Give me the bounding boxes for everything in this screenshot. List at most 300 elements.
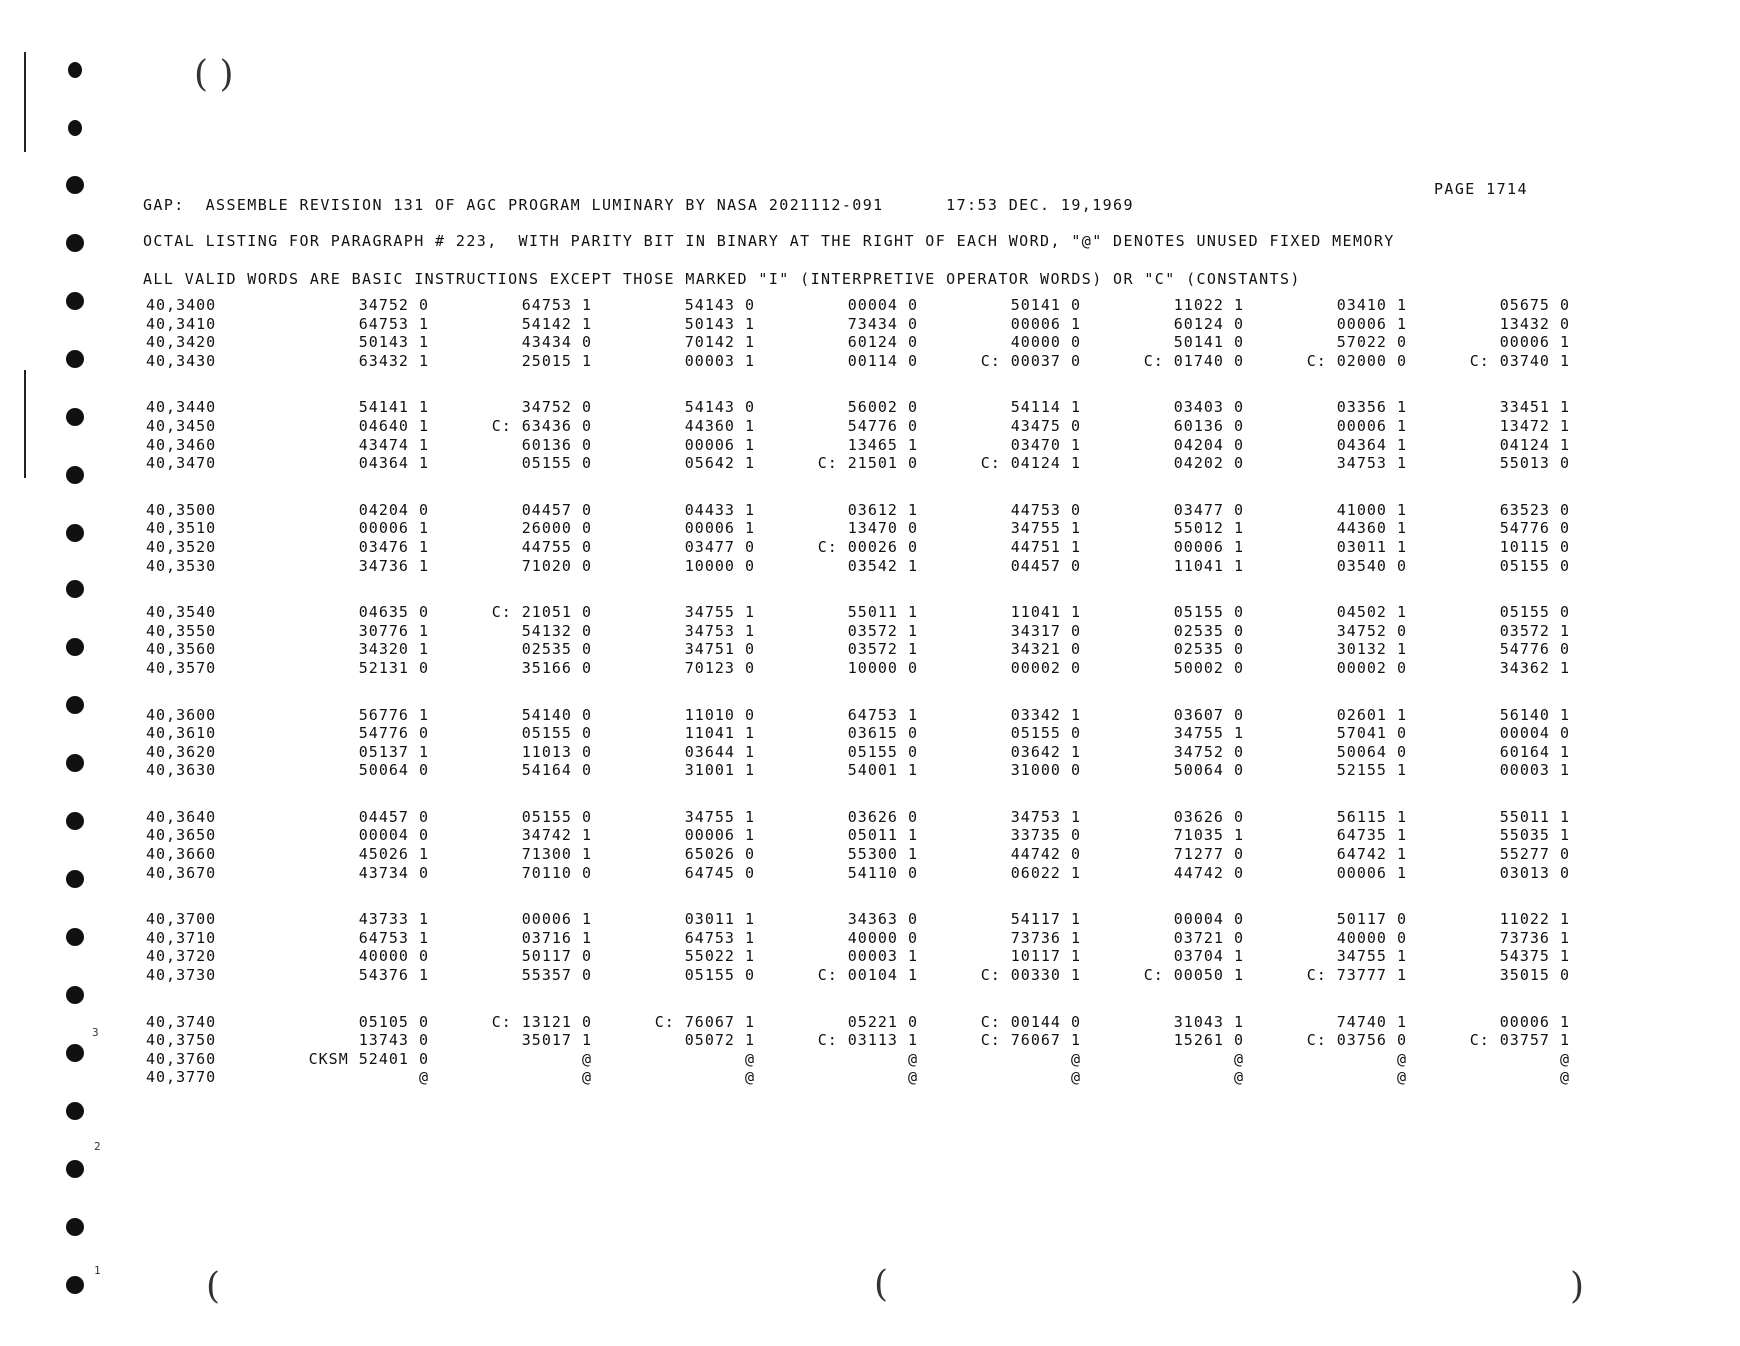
octal-word: 00006 1	[1336, 863, 1407, 882]
listing-title: GAP: ASSEMBLE REVISION 131 OF AGC PROGRAM LUMINARY BY NASA 2021112-091 17:53 DEC. 19,1969	[143, 196, 1134, 214]
octal-word: 35015 0	[1499, 966, 1570, 985]
listing-row	[146, 659, 1570, 678]
octal-word: 00003 1	[1499, 761, 1570, 780]
listing-block	[146, 603, 1570, 677]
octal-word: @	[1070, 1049, 1081, 1068]
octal-word: C: 63436 0	[491, 416, 592, 435]
octal-word: 13432 0	[1499, 314, 1570, 333]
listing-row	[146, 1031, 1570, 1050]
octal-word: 03403 0	[1173, 398, 1244, 417]
octal-word: C: 03113 1	[817, 1031, 918, 1050]
octal-word: 64745 0	[684, 863, 755, 882]
octal-word: 64742 1	[1336, 845, 1407, 864]
octal-word: 60124 0	[847, 333, 918, 352]
octal-word: 33735 0	[1010, 826, 1081, 845]
octal-word: 64753 1	[684, 928, 755, 947]
punch-hole	[66, 1044, 84, 1062]
octal-word: 56140 1	[1499, 705, 1570, 724]
octal-word: 05221 0	[847, 1012, 918, 1031]
memory-address: 40,3740	[146, 1012, 217, 1031]
octal-word: 55012 1	[1173, 519, 1244, 538]
octal-word: 71020 0	[521, 556, 592, 575]
octal-word: 31000 0	[1010, 761, 1081, 780]
octal-word: C: 00026 0	[817, 537, 918, 556]
octal-word: 34755 1	[684, 603, 755, 622]
octal-word: C: 03740 1	[1469, 351, 1570, 370]
listing-row	[146, 501, 1570, 520]
octal-word: 55011 1	[847, 603, 918, 622]
octal-word: 03626 0	[847, 807, 918, 826]
listing-row	[146, 743, 1570, 762]
octal-word: 54143 0	[684, 398, 755, 417]
octal-word: 05642 1	[684, 454, 755, 473]
octal-word: 64735 1	[1336, 826, 1407, 845]
octal-word: 04457 0	[358, 807, 429, 826]
octal-word: 54110 0	[847, 863, 918, 882]
octal-word: 55357 0	[521, 966, 592, 985]
octal-word: @	[907, 1068, 918, 1087]
memory-address: 40,3560	[146, 640, 217, 659]
memory-address: 40,3660	[146, 845, 217, 864]
octal-word: C: 01740 0	[1143, 351, 1244, 370]
memory-address: 40,3430	[146, 351, 217, 370]
octal-word: 00003 1	[847, 947, 918, 966]
octal-word: 60136 0	[521, 435, 592, 454]
octal-word: 03477 0	[1173, 500, 1244, 519]
octal-word: @	[418, 1068, 429, 1087]
octal-word: 15261 0	[1173, 1031, 1244, 1050]
octal-word: 00006 1	[1173, 537, 1244, 556]
octal-word: 34362 1	[1499, 658, 1570, 677]
octal-word: 43475 0	[1010, 416, 1081, 435]
octal-word: 00004 0	[358, 826, 429, 845]
octal-word: 57022 0	[1336, 333, 1407, 352]
octal-word: 34755 1	[1173, 724, 1244, 743]
memory-address: 40,3520	[146, 537, 217, 556]
punch-hole	[66, 524, 84, 542]
octal-word: @	[1559, 1049, 1570, 1068]
punch-hole	[66, 408, 84, 426]
octal-word: 43434 0	[521, 333, 592, 352]
octal-word: 54776 0	[847, 416, 918, 435]
octal-word: 50143 1	[684, 314, 755, 333]
octal-word: 43733 1	[358, 910, 429, 929]
octal-word: 34753 1	[1010, 807, 1081, 826]
octal-word: 64753 1	[358, 928, 429, 947]
octal-word: 34736 1	[358, 556, 429, 575]
octal-word: C: 76067 1	[654, 1012, 755, 1031]
binding-line-top	[24, 52, 26, 152]
octal-word: C: 76067 1	[980, 1031, 1081, 1050]
listing-row	[146, 826, 1570, 845]
octal-word: 31001 1	[684, 761, 755, 780]
octal-word: 73434 0	[847, 314, 918, 333]
listing-row	[146, 910, 1570, 929]
listing-row	[146, 706, 1570, 725]
octal-word: 00006 1	[1010, 314, 1081, 333]
listing-row	[146, 603, 1570, 622]
listing-row	[146, 808, 1570, 827]
octal-word: 34752 0	[521, 398, 592, 417]
memory-address: 40,3620	[146, 742, 217, 761]
octal-word: 03011 1	[1336, 537, 1407, 556]
octal-word: 34751 0	[684, 640, 755, 659]
listing-row	[146, 724, 1570, 743]
binding-line-mid	[24, 370, 26, 478]
memory-address: 40,3700	[146, 910, 217, 929]
octal-word: 50117 0	[1336, 910, 1407, 929]
memory-address: 40,3500	[146, 500, 217, 519]
octal-word: 55022 1	[684, 947, 755, 966]
octal-word: 04364 1	[358, 454, 429, 473]
octal-word: 54375 1	[1499, 947, 1570, 966]
memory-address: 40,3720	[146, 947, 217, 966]
octal-word: 03477 0	[684, 537, 755, 556]
octal-word: 55300 1	[847, 845, 918, 864]
octal-word: 70142 1	[684, 333, 755, 352]
octal-word: 64753 1	[847, 705, 918, 724]
octal-word: 00004 0	[1173, 910, 1244, 929]
octal-word: 34752 0	[1336, 621, 1407, 640]
octal-word: 04457 0	[521, 500, 592, 519]
octal-word: 50064 0	[1173, 761, 1244, 780]
octal-word: 43734 0	[358, 863, 429, 882]
octal-word: 13743 0	[358, 1031, 429, 1050]
octal-word: 04204 0	[1173, 435, 1244, 454]
octal-word: 30132 1	[1336, 640, 1407, 659]
octal-word: 03356 1	[1336, 398, 1407, 417]
octal-word: 50064 0	[358, 761, 429, 780]
octal-word: 54164 0	[521, 761, 592, 780]
listing-row	[146, 398, 1570, 417]
octal-word: 03642 1	[1010, 742, 1081, 761]
listing-row	[146, 929, 1570, 948]
octal-word: 03410 1	[1336, 296, 1407, 314]
octal-word: CKSM 52401 0	[308, 1049, 429, 1068]
punch-hole	[66, 1276, 84, 1294]
octal-word: C: 13121 0	[491, 1012, 592, 1031]
octal-word: 10000 0	[847, 658, 918, 677]
octal-word: 05155 0	[1499, 603, 1570, 622]
octal-word: 73736 1	[1499, 928, 1570, 947]
memory-address: 40,3630	[146, 761, 217, 780]
listing-subtitle: OCTAL LISTING FOR PARAGRAPH # 223, WITH PARITY BIT IN BINARY AT THE RIGHT OF EACH WORD, "@" DENOTES UNUSED FIXED MEMORY	[143, 232, 1395, 250]
octal-word: 04124 1	[1499, 435, 1570, 454]
octal-word: 00006 1	[1336, 416, 1407, 435]
listing-row	[146, 640, 1570, 659]
octal-word: 03542 1	[847, 556, 918, 575]
listing-row	[146, 454, 1570, 473]
octal-word: 03572 1	[847, 621, 918, 640]
octal-word: 56002 0	[847, 398, 918, 417]
listing-row	[146, 296, 1570, 315]
memory-address: 40,3750	[146, 1031, 217, 1050]
octal-word: @	[907, 1049, 918, 1068]
memory-address: 40,3640	[146, 807, 217, 826]
octal-word: 03704 1	[1173, 947, 1244, 966]
octal-word: 03721 0	[1173, 928, 1244, 947]
octal-word: 35166 0	[521, 658, 592, 677]
octal-word: 73736 1	[1010, 928, 1081, 947]
octal-word: 33451 1	[1499, 398, 1570, 417]
octal-word: 54141 1	[358, 398, 429, 417]
octal-word: @	[581, 1068, 592, 1087]
octal-word: 34363 0	[847, 910, 918, 929]
octal-word: 56115 1	[1336, 807, 1407, 826]
listing-row	[146, 538, 1570, 557]
octal-word: 70110 0	[521, 863, 592, 882]
punch-hole	[66, 986, 84, 1004]
octal-word: 50117 0	[521, 947, 592, 966]
octal-word: 11022 1	[1173, 296, 1244, 314]
octal-word: 63432 1	[358, 351, 429, 370]
octal-word: 11041 1	[1010, 603, 1081, 622]
octal-word: 05011 1	[847, 826, 918, 845]
octal-word: 71277 0	[1173, 845, 1244, 864]
octal-word: 03644 1	[684, 742, 755, 761]
octal-word: 11022 1	[1499, 910, 1570, 929]
octal-word: 05155 0	[684, 966, 755, 985]
octal-word: 50002 0	[1173, 658, 1244, 677]
margin-mark: 2	[94, 1140, 101, 1153]
memory-address: 40,3610	[146, 724, 217, 743]
octal-word: 34753 1	[1336, 454, 1407, 473]
octal-word: 35017 1	[521, 1031, 592, 1050]
octal-word: 43474 1	[358, 435, 429, 454]
octal-word: 54117 1	[1010, 910, 1081, 929]
octal-word: 40000 0	[358, 947, 429, 966]
punch-hole	[66, 234, 84, 252]
octal-word: 52131 0	[358, 658, 429, 677]
octal-word: 00002 0	[1010, 658, 1081, 677]
octal-word: 10000 0	[684, 556, 755, 575]
octal-word: C: 00050 1	[1143, 966, 1244, 985]
octal-word: 11013 0	[521, 742, 592, 761]
octal-word: 71035 1	[1173, 826, 1244, 845]
scan-artifact-paren: ( )	[194, 54, 234, 95]
octal-word: C: 04124 1	[980, 454, 1081, 473]
octal-word: 10117 1	[1010, 947, 1081, 966]
octal-word: 70123 0	[684, 658, 755, 677]
listing-row	[146, 1050, 1570, 1069]
octal-word: 55013 0	[1499, 454, 1570, 473]
margin-mark: 1	[94, 1264, 101, 1277]
listing-block	[146, 501, 1570, 575]
octal-word: 60124 0	[1173, 314, 1244, 333]
octal-word: 03470 1	[1010, 435, 1081, 454]
octal-word: 05155 0	[1173, 603, 1244, 622]
octal-word: 50141 0	[1173, 333, 1244, 352]
octal-word: 54776 0	[1499, 640, 1570, 659]
octal-word: 30776 1	[358, 621, 429, 640]
octal-word: 04457 0	[1010, 556, 1081, 575]
octal-word: 74740 1	[1336, 1012, 1407, 1031]
listing-block	[146, 808, 1570, 882]
octal-word: 26000 0	[521, 519, 592, 538]
octal-word: @	[1396, 1049, 1407, 1068]
octal-word: 44360 1	[1336, 519, 1407, 538]
octal-word: 03572 1	[847, 640, 918, 659]
memory-address: 40,3670	[146, 863, 217, 882]
octal-word: 54140 0	[521, 705, 592, 724]
punch-hole	[66, 812, 84, 830]
octal-word: C: 03756 0	[1306, 1031, 1407, 1050]
scan-artifact-paren: (	[874, 1264, 889, 1305]
octal-word: 31043 1	[1173, 1012, 1244, 1031]
listing-block	[146, 1013, 1570, 1087]
memory-address: 40,3600	[146, 705, 217, 724]
octal-word: 05155 0	[1499, 556, 1570, 575]
memory-address: 40,3730	[146, 966, 217, 985]
listing-row	[146, 761, 1570, 780]
octal-word: 65026 0	[684, 845, 755, 864]
octal-word: @	[1559, 1068, 1570, 1087]
listing-row	[146, 845, 1570, 864]
octal-word: 05155 0	[521, 454, 592, 473]
octal-word: 03615 0	[847, 724, 918, 743]
octal-word: 04640 1	[358, 416, 429, 435]
memory-address: 40,3710	[146, 928, 217, 947]
punch-hole	[66, 754, 84, 772]
punch-hole	[66, 350, 84, 368]
octal-word: 54132 0	[521, 621, 592, 640]
memory-address: 40,3770	[146, 1068, 217, 1087]
octal-word: 03013 0	[1499, 863, 1570, 882]
octal-listing	[146, 296, 1570, 1115]
listing-row	[146, 519, 1570, 538]
octal-word: 44742 0	[1173, 863, 1244, 882]
octal-word: 00002 0	[1336, 658, 1407, 677]
octal-word: 54143 0	[684, 296, 755, 314]
octal-word: C: 00104 1	[817, 966, 918, 985]
octal-word: 44742 0	[1010, 845, 1081, 864]
scan-artifact-paren: (	[206, 1266, 221, 1307]
octal-word: 54114 1	[1010, 398, 1081, 417]
octal-word: 50143 1	[358, 333, 429, 352]
octal-word: 52155 1	[1336, 761, 1407, 780]
octal-word: 64753 1	[521, 296, 592, 314]
octal-word: 00006 1	[358, 519, 429, 538]
memory-address: 40,3650	[146, 826, 217, 845]
octal-word: 44753 0	[1010, 500, 1081, 519]
octal-word: 05155 0	[521, 724, 592, 743]
octal-word: @	[1233, 1049, 1244, 1068]
octal-word: 00006 1	[1336, 314, 1407, 333]
octal-word: 34321 0	[1010, 640, 1081, 659]
octal-word: 60136 0	[1173, 416, 1244, 435]
listing-row	[146, 417, 1570, 436]
octal-word: C: 21501 0	[817, 454, 918, 473]
octal-word: 54776 0	[1499, 519, 1570, 538]
page-number: PAGE 1714	[1434, 180, 1528, 198]
octal-word: 03540 0	[1336, 556, 1407, 575]
octal-word: 03612 1	[847, 500, 918, 519]
octal-word: 00006 1	[521, 910, 592, 929]
octal-word: 03011 1	[684, 910, 755, 929]
octal-word: 11010 0	[684, 705, 755, 724]
memory-address: 40,3440	[146, 398, 217, 417]
octal-word: C: 73777 1	[1306, 966, 1407, 985]
octal-word: 55035 1	[1499, 826, 1570, 845]
octal-word: 00003 1	[684, 351, 755, 370]
octal-word: C: 21051 0	[491, 603, 592, 622]
listing-row	[146, 966, 1570, 985]
octal-word: 60164 1	[1499, 742, 1570, 761]
octal-word: 03716 1	[521, 928, 592, 947]
octal-word: C: 00144 0	[980, 1012, 1081, 1031]
octal-word: 54776 0	[358, 724, 429, 743]
punch-hole	[66, 176, 84, 194]
octal-word: 57041 0	[1336, 724, 1407, 743]
octal-word: 54142 1	[521, 314, 592, 333]
octal-word: 44360 1	[684, 416, 755, 435]
octal-word: 45026 1	[358, 845, 429, 864]
margin-mark: 3	[92, 1026, 99, 1039]
octal-word: 03607 0	[1173, 705, 1244, 724]
octal-word: C: 02000 0	[1306, 351, 1407, 370]
octal-word: 50141 0	[1010, 296, 1081, 314]
octal-word: 44755 0	[521, 537, 592, 556]
memory-address: 40,3540	[146, 603, 217, 622]
memory-address: 40,3420	[146, 333, 217, 352]
octal-word: 00004 0	[847, 296, 918, 314]
octal-word: 05155 0	[1010, 724, 1081, 743]
punch-hole	[66, 870, 84, 888]
memory-address: 40,3470	[146, 454, 217, 473]
octal-word: 34755 1	[1010, 519, 1081, 538]
octal-word: 04202 0	[1173, 454, 1244, 473]
octal-word: 54376 1	[358, 966, 429, 985]
octal-word: 11041 1	[684, 724, 755, 743]
listing-row	[146, 864, 1570, 883]
punch-hole	[66, 466, 84, 484]
listing-row	[146, 622, 1570, 641]
octal-word: 02535 0	[1173, 640, 1244, 659]
octal-word: @	[744, 1049, 755, 1068]
octal-word: 71300 1	[521, 845, 592, 864]
octal-word: 05137 1	[358, 742, 429, 761]
listing-row	[146, 557, 1570, 576]
octal-word: @	[744, 1068, 755, 1087]
octal-word: 02535 0	[1173, 621, 1244, 640]
octal-word: 34755 1	[1336, 947, 1407, 966]
octal-word: 04204 0	[358, 500, 429, 519]
octal-word: C: 03757 1	[1469, 1031, 1570, 1050]
memory-address: 40,3410	[146, 314, 217, 333]
punch-hole	[66, 638, 84, 656]
listing-row	[146, 352, 1570, 371]
octal-word: @	[1070, 1068, 1081, 1087]
octal-word: 64753 1	[358, 314, 429, 333]
octal-word: 00006 1	[1499, 333, 1570, 352]
octal-word: 04635 0	[358, 603, 429, 622]
octal-word: 00006 1	[1499, 1012, 1570, 1031]
octal-word: 56776 1	[358, 705, 429, 724]
punch-hole	[66, 1102, 84, 1120]
octal-word: 00114 0	[847, 351, 918, 370]
octal-word: 11041 1	[1173, 556, 1244, 575]
octal-word: 34755 1	[684, 807, 755, 826]
octal-word: 40000 0	[1336, 928, 1407, 947]
octal-word: 04364 1	[1336, 435, 1407, 454]
octal-word: C: 00037 0	[980, 351, 1081, 370]
listing-legend: ALL VALID WORDS ARE BASIC INSTRUCTIONS EXCEPT THOSE MARKED "I" (INTERPRETIVE OPERATOR WORDS) OR "C" (CONSTANTS)	[143, 270, 1301, 288]
memory-address: 40,3450	[146, 416, 217, 435]
octal-word: 03572 1	[1499, 621, 1570, 640]
octal-word: 40000 0	[847, 928, 918, 947]
octal-word: 02535 0	[521, 640, 592, 659]
octal-word: 34753 1	[684, 621, 755, 640]
